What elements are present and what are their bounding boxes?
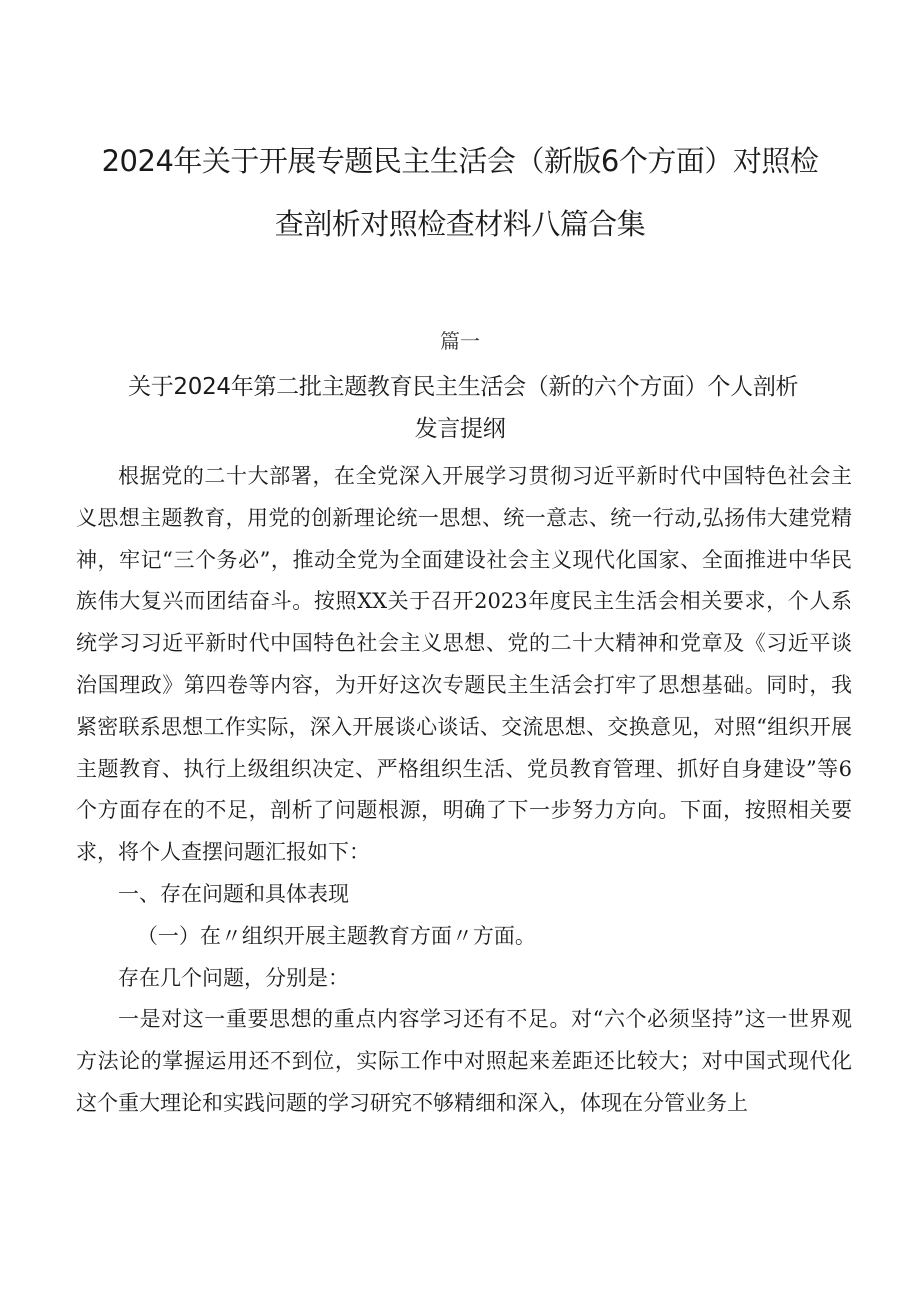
problem-one-paragraph: 一是对这一重要思想的重点内容学习还有不足。对“六个必须坚持”这一世界观方法论的掌握运用还不到位，实际工作中对照起来差距还比较大；对中国式现代化这个重大理论和实践问题的学习研究不够精细和深入，体现在分管业务上 — [76, 1007, 852, 1115]
document-title-line-2: 查剖析对照检查材料八篇合集 — [274, 207, 646, 241]
intro-paragraph: 根据党的二十大部署，在全党深入开展学习贯彻习近平新时代中国特色社会主义思想主题教育，用党的创新理论统一思想、统一意志、统一行动,弘扬伟大建党精神，牢记“三个务必”，推动全党为全面建设社会主义现代化国家、全面推进中华民族伟大复兴而团结奋斗。按照XX关于召开2023年度民主生活会相关要求，个人系统学习习近平新时代中国特色社会主义思想、党的二十大精神和党章及《习近平谈治国理政》第四卷等内容，为开好这次专题民主生活会打牢了思想基础。同时，我紧密联系思想工作实际，深入开展谈心谈话、交流思想、交换意见，对照“组织开展主题教育、执行上级组织决定、严格组织生活、党员教育管理、抓好自身建设”等6个方面存在的不足，剖析了问题根源，明确了下一步努力方向。下面，按照相关要求，将个人查摆问题汇报如下： — [76, 464, 852, 865]
article-title-line-2: 发言提纲 — [414, 416, 506, 442]
document-title-line-1: 2024年关于开展专题民主生活会（新版6个方面）对照检 — [101, 144, 819, 178]
article-title-line-1: 关于2024年第二批主题教育民主生活会（新的六个方面）个人剖析 — [128, 374, 799, 400]
problems-lead-paragraph: 存在几个问题，分别是： — [118, 965, 349, 990]
document-body — [76, 456, 852, 1125]
subsection-heading: （一）在〃组织开展主题教育方面〃方面。 — [136, 923, 536, 948]
section-label: 篇一 — [440, 329, 480, 353]
section-heading: 一、存在问题和具体表现 — [118, 881, 349, 906]
